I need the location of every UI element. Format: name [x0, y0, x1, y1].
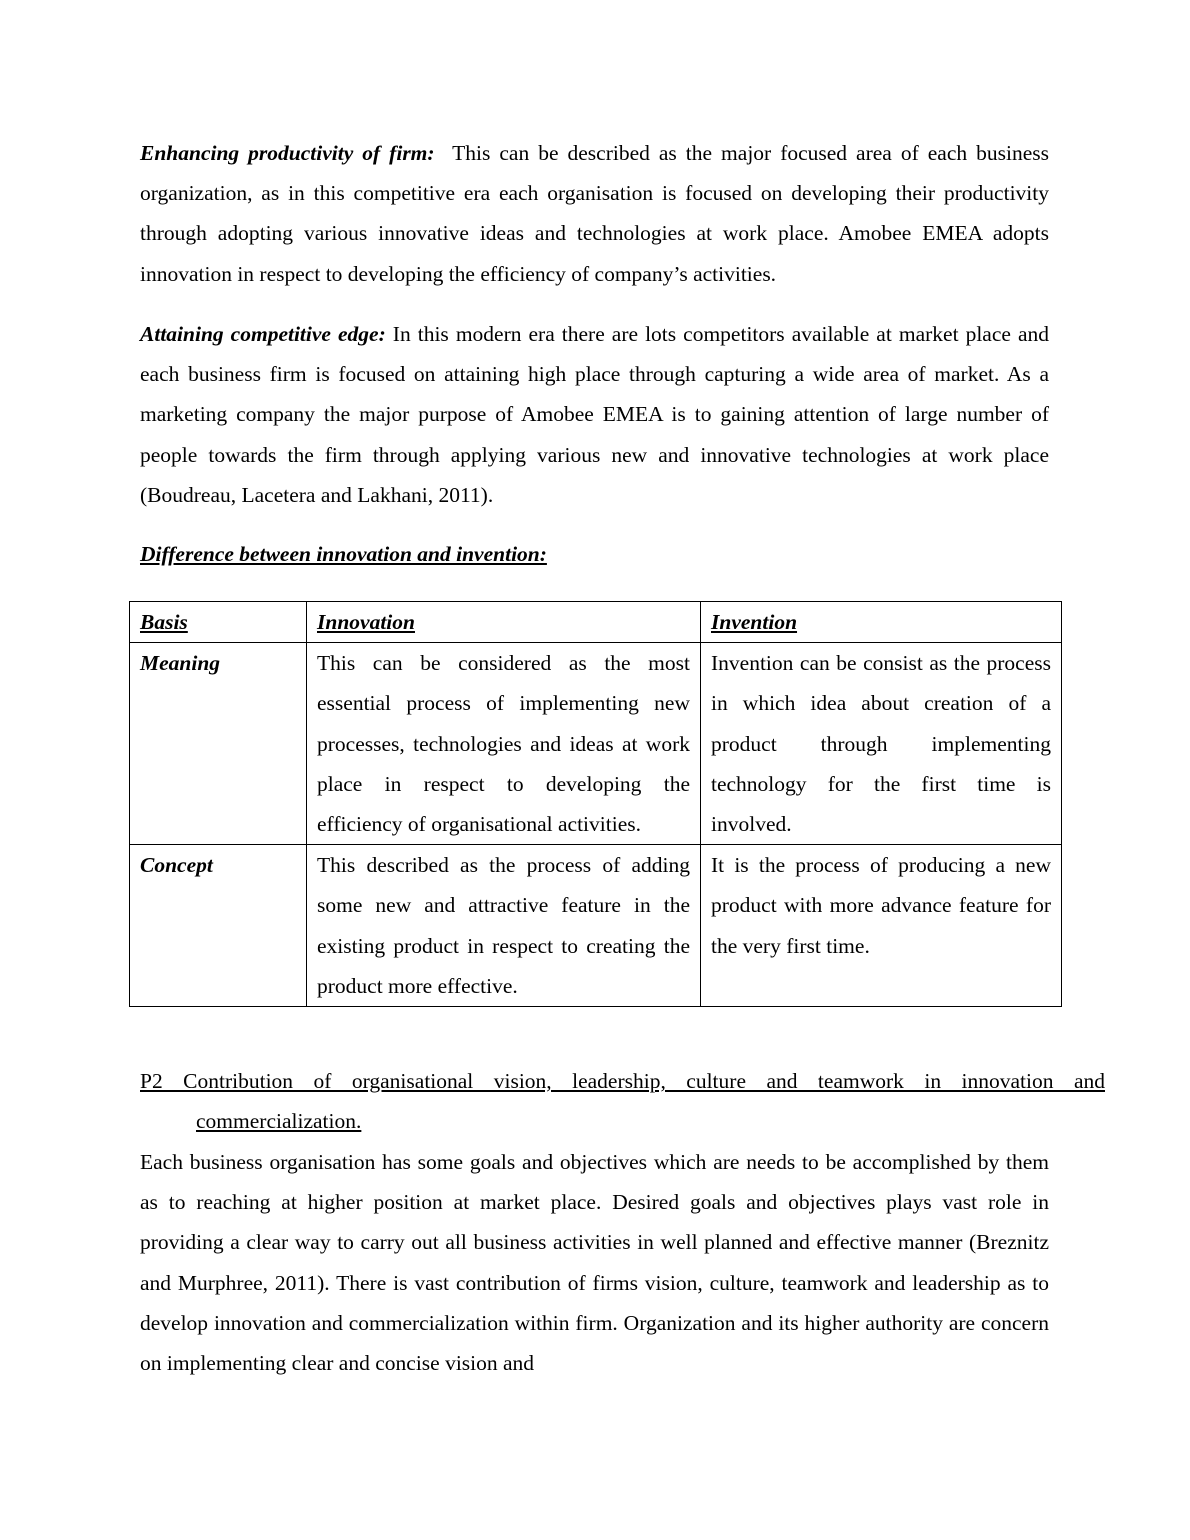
difference-heading: Difference between innovation and invention: [140, 542, 547, 566]
productivity-lead: Enhancing productivity of firm: [140, 141, 435, 165]
competitive-lead: Attaining competitive edge: [140, 322, 386, 346]
table-row [130, 643, 1062, 845]
header-basis: Basis [130, 602, 307, 643]
cell-concept-invention: It is the process of producing a new product with more advance feature for the very first time. [701, 845, 1062, 1007]
row-label-concept: Concept [130, 845, 307, 1007]
header-invention: Invention [701, 602, 1062, 643]
comparison-table [129, 601, 1062, 1007]
competitive-paragraph [140, 314, 1049, 515]
productivity-paragraph [140, 133, 1049, 294]
cell-meaning-innovation: This can be considered as the most essential process of implementing new processes, technologies and ideas at work place in respect to developing the efficiency of organisational activities. [307, 643, 701, 845]
section-p2-heading: P2 Contribution of organisational vision, leadership, culture and teamwork in innovation and commercialization. [140, 1069, 1105, 1134]
cell-concept-innovation: This described as the process of adding some new and attractive feature in the existing product in respect to creating the product more effective. [307, 845, 701, 1007]
productivity-text: This can be described as the major focused area of each business organization, as in this competitive era each organisation is focused on developing their productivity through adopting various innovative ideas and technologies at work place. Amobee EMEA adopts innovation in respect to developing the efficiency of company’s activities. [140, 141, 1049, 286]
header-innovation: Innovation [307, 602, 701, 643]
cell-meaning-invention: Invention can be consist as the process in which idea about creation of a product through implementing technology for the first time is involved. [701, 643, 1062, 845]
table-header-row [130, 602, 1062, 643]
competitive-text: In this modern era there are lots competitors available at market place and each business firm is focused on attaining high place through capturing a wide area of market. As a marketing company the major purpose of Amobee EMEA is to gaining attention of large number of people towards the firm through applying various new and innovative technologies at work place (Boudreau, Lacetera and Lakhani, 2011). [140, 322, 1050, 507]
row-label-meaning: Meaning [130, 643, 307, 845]
table-row [130, 845, 1062, 1007]
section-p2-body: Each business organisation has some goals and objectives which are needs to be accomplished by them as to reaching at higher position at market place. Desired goals and objectives plays vast role in providing a clear way to carry out all business activities in well planned and effective manner (Breznitz and Murphree, 2011). There is vast contribution of firms vision, culture, teamwork and leadership as to develop innovation and commercialization within firm. Organization and its higher authority are concern on implementing clear and concise vision and [140, 1150, 1049, 1376]
